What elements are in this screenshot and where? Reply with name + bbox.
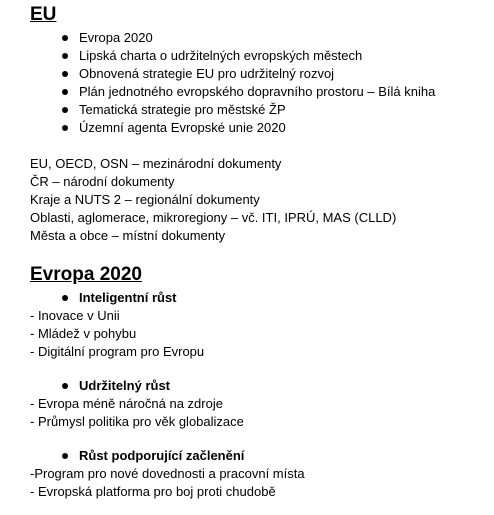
pillar-item: - Evropa méně náročná na zdroje: [30, 396, 223, 411]
list-item-text: Plán jednotného evropského dopravního prostoru – Bílá kniha: [79, 84, 436, 99]
pillar-title: [30, 377, 490, 395]
list-item: [30, 101, 490, 119]
bullet-icon: [62, 35, 68, 41]
list-item-text: Lipská charta o udržitelných evropských městech: [79, 48, 363, 63]
document-levels: [30, 155, 490, 245]
bullet-icon: [62, 107, 68, 113]
pillar-section: [30, 289, 490, 361]
eu-bullet-list: [30, 29, 490, 137]
bullet-icon: [62, 89, 68, 95]
list-item: [30, 29, 490, 47]
pillar-section: [30, 447, 490, 501]
list-item: [30, 47, 490, 65]
list-item: [30, 83, 490, 101]
pillar-title-text: Růst podporující začlenění: [79, 448, 245, 463]
document-page: [30, 0, 490, 501]
bullet-icon: [62, 71, 68, 77]
pillar-title: [30, 447, 490, 465]
pillar-title-text: Inteligentní růst: [79, 290, 177, 305]
pillar-title-text: Udržitelný růst: [79, 378, 171, 393]
list-item-text: Obnovená strategie EU pro udržitelný rozvoj: [79, 66, 335, 81]
list-item-text: Územní agenta Evropské unie 2020: [79, 120, 286, 135]
heading-eu: EU: [30, 4, 57, 25]
bullet-icon: [62, 453, 68, 459]
pillar-item: -Program pro nové dovednosti a pracovní místa: [30, 466, 305, 481]
document-level-line: Kraje a NUTS 2 – regionální dokumenty: [30, 192, 260, 207]
pillar-section: [30, 377, 490, 431]
pillar-item: - Evropská platforma pro boj proti chudobě: [30, 484, 276, 499]
document-level-line: ČR – národní dokumenty: [30, 174, 175, 189]
document-level-line: Města a obce – místní dokumenty: [30, 228, 226, 243]
list-item-text: Evropa 2020: [79, 30, 153, 45]
list-item: [30, 119, 490, 137]
bullet-icon: [62, 295, 68, 301]
pillar-title: [30, 289, 490, 307]
bullet-icon: [62, 383, 68, 389]
document-level-line: EU, OECD, OSN – mezinárodní dokumenty: [30, 156, 282, 171]
document-level-line: Oblasti, aglomerace, mikroregiony – vč. ITI, IPRÚ, MAS (CLLD): [30, 210, 397, 225]
pillar-item: - Mládež v pohybu: [30, 326, 137, 341]
list-item: [30, 65, 490, 83]
bullet-icon: [62, 125, 68, 131]
pillar-item: - Digitální program pro Evropu: [30, 344, 205, 359]
pillar-item: - Průmysl politika pro věk globalizace: [30, 414, 244, 429]
pillar-item: - Inovace v Unii: [30, 308, 120, 323]
bullet-icon: [62, 53, 68, 59]
list-item-text: Tematická strategie pro městské ŽP: [79, 102, 286, 117]
heading-evropa-2020: Evropa 2020: [30, 264, 142, 285]
